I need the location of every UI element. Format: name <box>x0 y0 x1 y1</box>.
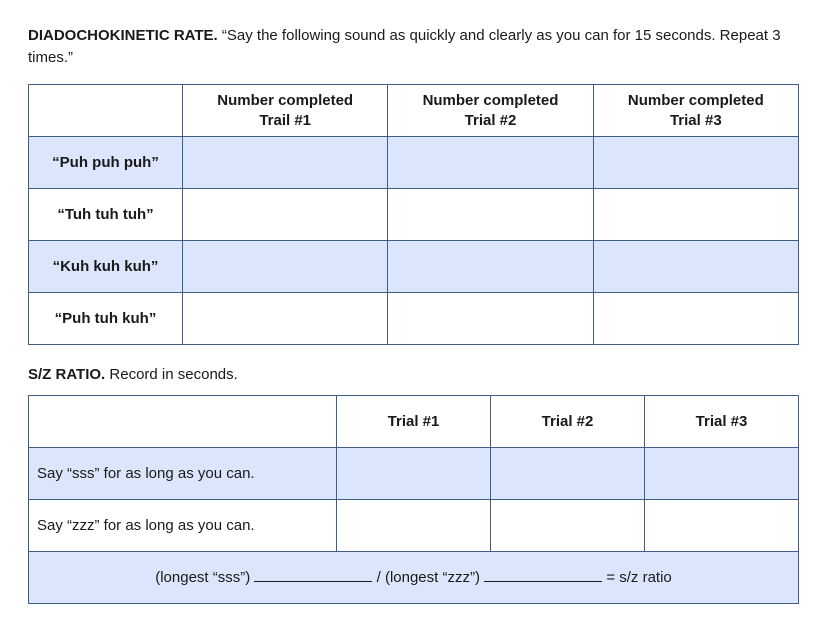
row-label: Say “sss” for as long as you can. <box>29 448 337 500</box>
row-label: “Puh tuh kuh” <box>29 293 183 345</box>
row-label: “Tuh tuh tuh” <box>29 189 183 241</box>
formula-result-label: = s/z ratio <box>606 569 672 586</box>
ddk-corner-cell <box>29 85 183 137</box>
table-row <box>29 189 799 241</box>
table-row <box>29 500 799 552</box>
entry-cell[interactable] <box>388 137 593 189</box>
ddk-instructions <box>28 25 818 69</box>
ddk-col-header: Number completed Trail #1 <box>183 85 388 137</box>
formula-zzz-label: / (longest “zzz”) <box>376 569 480 586</box>
sz-instruction-text: Record in seconds. <box>109 366 238 383</box>
zzz-blank[interactable] <box>484 580 602 582</box>
row-label: “Puh puh puh” <box>29 137 183 189</box>
table-row <box>29 137 799 189</box>
sz-ratio-table <box>28 395 799 604</box>
entry-cell[interactable] <box>337 448 491 500</box>
sz-col-header: Trial #2 <box>491 396 645 448</box>
entry-cell[interactable] <box>593 241 798 293</box>
formula-sss-label: (longest “sss”) <box>155 569 251 586</box>
table-row <box>29 448 799 500</box>
entry-cell[interactable] <box>593 189 798 241</box>
sz-corner-cell <box>29 396 337 448</box>
row-label: “Kuh kuh kuh” <box>29 241 183 293</box>
entry-cell[interactable] <box>491 448 645 500</box>
entry-cell[interactable] <box>183 241 388 293</box>
formula-row <box>29 552 799 604</box>
entry-cell[interactable] <box>593 137 798 189</box>
ddk-instruction-text: “Say the following sound as quickly and clearly as you can for 15 seconds. Repeat 3 times.” <box>28 27 781 66</box>
entry-cell[interactable] <box>491 500 645 552</box>
entry-cell[interactable] <box>183 293 388 345</box>
entry-cell[interactable] <box>337 500 491 552</box>
entry-cell[interactable] <box>388 293 593 345</box>
entry-cell[interactable] <box>645 500 799 552</box>
row-label: Say “zzz” for as long as you can. <box>29 500 337 552</box>
table-row <box>29 241 799 293</box>
sss-blank[interactable] <box>254 580 372 582</box>
ddk-header-row <box>29 85 799 137</box>
table-row <box>29 293 799 345</box>
ddk-col-header: Number completed Trial #2 <box>388 85 593 137</box>
entry-cell[interactable] <box>388 189 593 241</box>
sz-heading: S/Z RATIO. <box>28 366 106 383</box>
entry-cell[interactable] <box>183 189 388 241</box>
sz-col-header: Trial #1 <box>337 396 491 448</box>
entry-cell[interactable] <box>645 448 799 500</box>
diadochokinetic-table <box>28 84 799 345</box>
ddk-col-header: Number completed Trial #3 <box>593 85 798 137</box>
sz-header-row <box>29 396 799 448</box>
sz-col-header: Trial #3 <box>645 396 799 448</box>
ddk-heading: DIADOCHOKINETIC RATE. <box>28 27 218 44</box>
entry-cell[interactable] <box>388 241 593 293</box>
entry-cell[interactable] <box>183 137 388 189</box>
sz-formula <box>29 552 799 604</box>
sz-instructions <box>28 365 238 385</box>
entry-cell[interactable] <box>593 293 798 345</box>
